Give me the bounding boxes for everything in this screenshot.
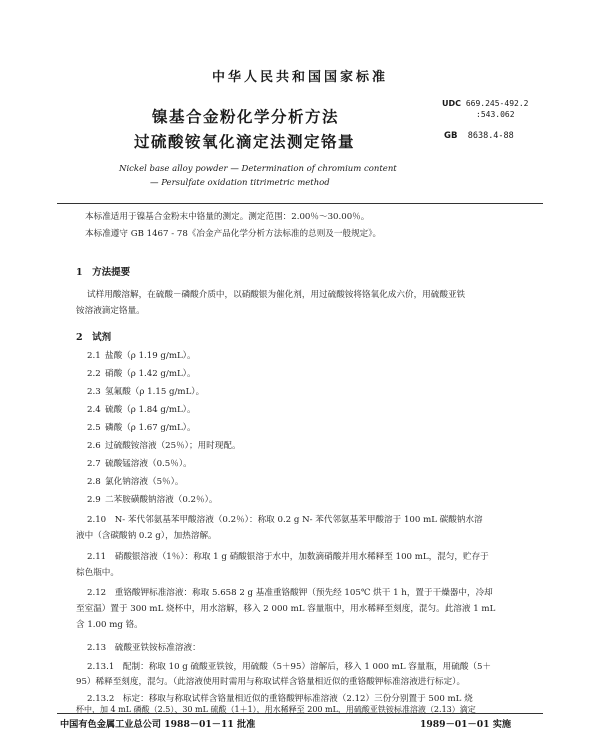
reagent-number: 2.7 xyxy=(87,459,101,469)
intro-compliance: 本标准遵守 GB 1467 - 78《冶金产品化学分析方法标准的总则及一般规定》。 xyxy=(85,229,382,239)
reagent-2-13-1-line1: 2.13.1 配制：称取 10 g 硫酸亚铁铵，用硫酸（5＋95）溶解后，移入 1 000 mL 容量瓶，用硫酸（5＋ xyxy=(87,662,492,672)
reagent-number: 2.4 xyxy=(87,405,101,415)
reagent-text: 硫酸锰溶液（0.5％）。 xyxy=(105,459,192,469)
header-divider xyxy=(57,203,543,204)
footer-divider xyxy=(57,713,543,714)
reagent-text: 过硫酸铵溶液（25％）；用时现配。 xyxy=(105,441,241,451)
reagent-number: 2.2 xyxy=(87,369,101,379)
reagent-text: 磷酸（ρ 1.67 g/mL）。 xyxy=(105,423,196,433)
reagent-2-13-2-line1: 2.13.2 标定：移取与称取试样含铬量相近似的重铬酸钾标准溶液（2.12）三份分别置于 500 mL 烧 xyxy=(87,694,473,704)
reagent-number: 2.3 xyxy=(87,387,101,397)
standard-title: 中华人民共和国国家标准 xyxy=(211,70,388,85)
reagent-2-13-1-line2: 95）稀释至刻度，混匀。（此溶液使用时需用与称取试样含铬量相近似的重铬酸钾标准溶液进行标定）。 xyxy=(76,677,466,687)
reagent-text: 盐酸（ρ 1.19 g/mL）。 xyxy=(105,351,196,361)
gb-number xyxy=(444,131,514,141)
english-title-line1: Nickel base alloy powder — Determination of chromium content xyxy=(119,164,397,174)
approval-line: 中国有色金属工业总公司 1988－01－11 批准 xyxy=(60,719,256,730)
reagent-2-13-2-line2: 杯中，加 4 mL 磷酸（2.5）、30 mL 硫酸（1＋1），用水稀释至 200 mL，用硫酸亚铁铵标准溶液（2.13）滴定 xyxy=(76,705,476,714)
reagent-2-8 xyxy=(87,476,184,488)
reagent-2-2 xyxy=(87,368,196,380)
reagent-2-10-line2: 液中（含碳酸钠 0.2 g），加热溶解。 xyxy=(76,531,217,541)
reagent-2-5 xyxy=(87,422,196,434)
reagent-2-12-line1: 2.12 重铬酸钾标准溶液：称取 5.658 2 g 基准重铬酸钾（预先经 105℃ 烘干 1 h，置于干燥器中，冷却 xyxy=(87,588,493,598)
section-1-body-line2: 铵溶液滴定铬量。 xyxy=(76,306,145,316)
reagent-2-11-line1: 2.11 硝酸银溶液（1％）：称取 1 g 硝酸银溶于水中，加数滴硝酸并用水稀释至 100 mL，混匀，贮存于 xyxy=(87,552,489,562)
reagent-2-1 xyxy=(87,350,196,362)
english-title-line2: — Persulfate oxidation titrimetric method xyxy=(150,178,330,188)
section-2-heading: 2 试剂 xyxy=(76,332,112,343)
document-title-line2: 过硫酸铵氧化滴定法测定铬量 xyxy=(134,132,356,151)
reagent-number: 2.9 xyxy=(87,495,101,505)
reagent-number: 2.6 xyxy=(87,441,101,451)
reagent-2-10-line1: 2.10 N- 苯代邻氨基苯甲酸溶液（0.2％）：称取 0.2 g N- 苯代邻氨基苯甲酸溶于 100 mL 碳酸钠水溶 xyxy=(87,515,483,525)
udc-number-cont: :543.062 xyxy=(476,110,515,119)
reagent-number: 2.1 xyxy=(87,351,101,361)
reagent-2-7 xyxy=(87,458,192,470)
udc-number: 669.245-492.2 xyxy=(465,99,529,108)
reagent-text: 二苯胺磺酸钠溶液（0.2％）。 xyxy=(105,495,218,505)
reagent-2-4 xyxy=(87,404,196,416)
document-title-line1: 镍基合金粉化学分析方法 xyxy=(152,107,340,126)
reagent-2-11-line2: 棕色瓶中。 xyxy=(76,568,119,578)
reagent-2-9 xyxy=(87,494,218,506)
section-1-body-line1: 试样用酸溶解，在硫酸－磷酸介质中，以硝酸银为催化剂，用过硫酸铵将铬氧化成六价，用硫酸亚铁 xyxy=(87,290,466,300)
intro-scope: 本标准适用于镍基合金粉末中铬量的测定。测定范围：2.00％～30.00％。 xyxy=(85,212,370,222)
reagent-text: 硝酸（ρ 1.42 g/mL）。 xyxy=(105,369,196,379)
reagent-text: 氢氟酸（ρ 1.15 g/mL）。 xyxy=(105,387,205,397)
reagent-number: 2.5 xyxy=(87,423,101,433)
gb-label: GB xyxy=(444,131,458,141)
reagent-2-12-line2: 至室温）置于 300 mL 烧杯中，用水溶解，移入 2 000 mL 容量瓶中，用水稀释至刻度，混匀。此溶液 1 mL xyxy=(76,604,496,614)
reagent-2-12-line3: 含 1.00 mg 铬。 xyxy=(76,620,143,630)
reagent-text: 氯化钠溶液（5％）。 xyxy=(105,477,184,487)
section-1-heading: 1 方法提要 xyxy=(76,267,131,278)
gb-code: 8638.4-88 xyxy=(467,131,514,141)
implementation-line: 1989－01－01 实施 xyxy=(420,719,512,730)
reagent-2-13: 2.13 硫酸亚铁铵标准溶液： xyxy=(87,643,201,653)
reagent-2-3 xyxy=(87,386,204,398)
udc-block xyxy=(442,98,528,120)
reagent-text: 硫酸（ρ 1.84 g/mL）。 xyxy=(105,405,196,415)
udc-label: UDC xyxy=(442,99,462,108)
reagent-2-6 xyxy=(87,440,241,452)
reagent-number: 2.8 xyxy=(87,477,101,487)
